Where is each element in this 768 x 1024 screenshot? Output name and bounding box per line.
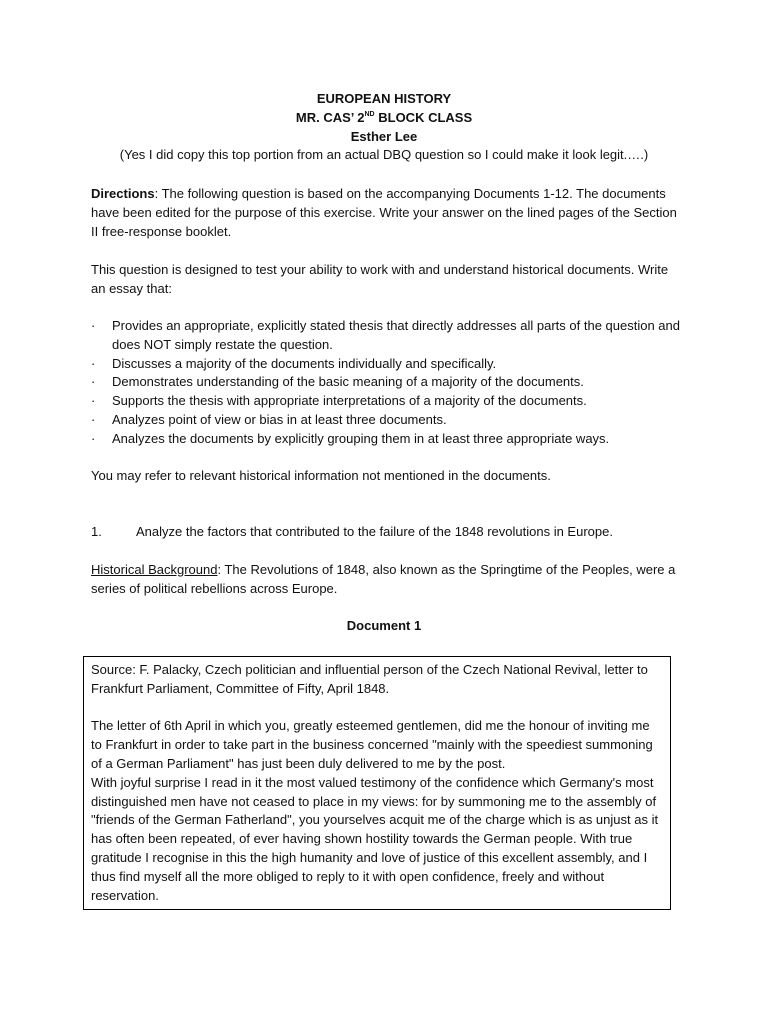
class-title-superscript: ND [364,110,375,118]
list-item [91,373,681,392]
list-item-text: Discusses a majority of the documents individually and specifically. [112,355,497,371]
requirements-list [91,317,681,449]
list-item-text: Supports the thesis with appropriate interpretations of a majority of the documents. [112,393,587,409]
bullet-glyph: · [91,430,96,446]
list-item [91,411,681,430]
directions [91,185,681,241]
historical-background-text: : The Revolutions of 1848, also known as the Springtime of the Peoples, were a series of political rebellions across Europe. [91,562,676,596]
list-item-text: Analyzes point of view or bias in at least three documents. [112,411,447,427]
directions-text: : The following question is based on the accompanying Documents 1-12. The documents have been edited for the purpose of this exercise. Write your answer on the lined pages of the Section II free-response booklet. [91,186,677,239]
question-number: 1. [91,524,102,539]
bullet-glyph: · [91,318,96,333]
document-box [83,656,671,910]
refer-note: You may refer to relevant historical information not mentioned in the documents. [91,468,551,483]
list-item-text: Provides an appropriate, explicitly stated thesis that directly addresses all parts of the question and does NOT simply restate the question. [112,318,680,352]
intro-paragraph: This question is designed to test your ability to work with and understand historical documents. Write an essay that: [91,262,669,296]
class-title-post: BLOCK CLASS [374,109,473,125]
document-title: Document 1 [346,618,422,633]
list-item-text: Demonstrates understanding of the basic meaning of a majority of the documents. [112,374,584,390]
bullet-glyph: · [91,411,96,427]
historical-background-label: Historical Background [91,562,218,577]
document-paragraph: The letter of 6th April in which you, greatly esteemed gentlemen, did me the honour of inviting me to Frankfurt in order to take part in the business concerned "mainly with the speediest summoning of a German Parliament" has just been duly delivered to me by the post. [91,718,653,771]
class-title [0,109,768,128]
list-item [91,317,681,355]
question-text: Analyze the factors that contributed to the failure of the 1848 revolutions in Europe. [136,524,613,539]
author-name: Esther Lee [350,128,418,144]
directions-label: Directions [91,186,155,201]
bullet-glyph: · [91,374,96,390]
list-item-text: Analyzes the documents by explicitly grouping them in at least three appropriate ways. [112,430,610,446]
list-item [91,392,681,411]
historical-background [91,561,681,599]
bullet-glyph: · [91,355,96,371]
header [0,90,768,165]
document-paragraph: With joyful surprise I read in it the most valued testimony of the confidence which Germany's most distinguished men have not ceased to place in my views: for by summoning me to the assembly of "friends of the German Fatherland", you yourselves acquit me of the charge which is as unjust as it has often been repeated, of ever having shown hostility towards the German people. With true gratitude I recognise in this the high humanity and love of justice of this excellent assembly, and I thus find myself all the more obliged to reply to it with open confidence, freely and without reservation. [91,774,659,903]
document-source: Source: F. Palacky, Czech politician and influential person of the Czech National Revival, letter to Frankfurt Parliament, Committee of Fifty, April 1848. [91,662,648,696]
question [91,523,681,542]
list-item [91,355,681,374]
course-title: EUROPEAN HISTORY [316,91,452,106]
bullet-glyph: · [91,393,96,409]
class-title-pre: MR. CAS’ 2 [295,109,365,125]
header-note: (Yes I did copy this top portion from an actual DBQ question so I could make it look legit.….) [119,147,649,163]
list-item [91,430,681,449]
